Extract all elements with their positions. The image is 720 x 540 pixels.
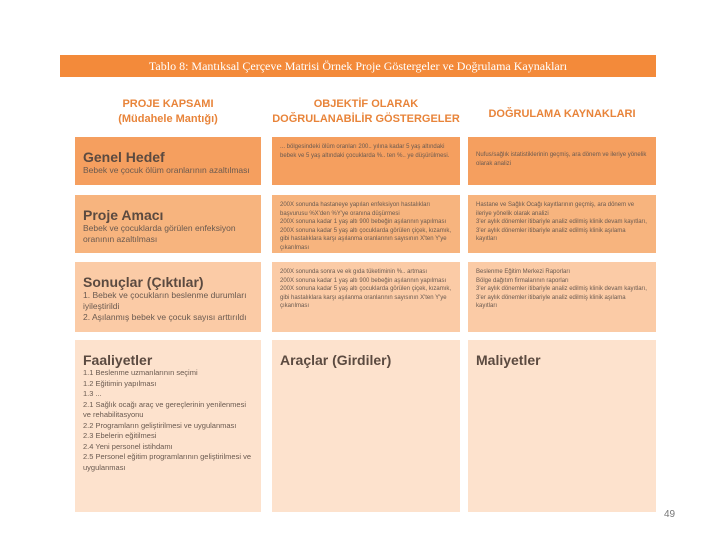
indicator-cell	[272, 195, 460, 253]
row-description: 2. Aşılanmış bebek ve çocuk sayısı arttırıldı	[83, 312, 247, 322]
indicator-cell	[272, 262, 460, 332]
source-text: 3'er aylık dönemler itibariyle analiz edilmiş klinik devam kayıtları,	[476, 286, 647, 292]
scope-cell	[75, 340, 261, 512]
source-text: Beslenme Eğitim Merkezi Raporları	[476, 269, 571, 275]
source-text: Bölge dağıtım firmalarının raporları	[476, 277, 569, 284]
row-title: Proje Amacı	[83, 207, 164, 223]
indicator-title: Araçlar (Girdiler)	[280, 352, 392, 368]
row-title: Sonuçlar (Çıktılar)	[83, 274, 204, 290]
source-cell	[468, 195, 656, 253]
header-line: DOĞRULANABİLİR GÖSTERGELER	[272, 113, 460, 125]
page-number: 49	[664, 509, 676, 520]
row-description: 2.1 Sağlık ocağı araç ve gereçlerinin yenilenmesi ve rehabilitasyonu	[83, 399, 247, 419]
indicator-text: 200X sonunda sonra ve ek gıda tüketiminin %.. artması	[280, 269, 428, 275]
indicator-text: 200X sonuna kadar 1 yaş altı 900 bebeğin aşılarının yapılması	[280, 219, 447, 225]
header-indicators	[272, 97, 460, 127]
indicator-text: 200X sonunda hastaneye yapılan enfeksiyon hastalıkları başvurusu %X'den %Y'ye oranına düşürmesi	[280, 202, 431, 217]
indicator-cell	[272, 340, 460, 512]
row-description: 1.3 ...	[83, 389, 102, 398]
row-title: Genel Hedef	[83, 149, 165, 165]
row-description: 1.2 Eğitimin yapılması	[83, 378, 157, 388]
row-title: Faaliyetler	[83, 352, 153, 368]
source-cell	[468, 262, 656, 332]
row-description: 1.1 Beslenme uzmanlarının seçimi	[83, 368, 198, 377]
row-description: Bebek ve çocuk ölüm oranlarının azaltılması	[83, 165, 250, 175]
source-cell	[468, 340, 656, 512]
row-description: 1. Bebek ve çocukların beslenme durumları iyileştirildi	[83, 290, 247, 311]
table-title: Tablo 8: Mantıksal Çerçeve Matrisi Örnek Proje Göstergeler ve Doğrulama Kaynakları	[60, 55, 656, 77]
header-sources: DOĞRULAMA KAYNAKLARI	[488, 108, 636, 120]
header-line: PROJE KAPSAMI	[122, 98, 214, 110]
header-line: (Müdahele Mantığı)	[118, 113, 218, 125]
indicator-text: 200X sonuna kadar 5 yaş altı çocuklarda görülen çiçek, kızamık, gibi hastalıklara karşı aşılanma oranlarının sayısının X'ten Y'ye çıkarılması	[280, 227, 452, 251]
indicator-cell	[272, 137, 460, 185]
source-title: Maliyetler	[476, 352, 541, 368]
header-line: OBJEKTİF OLARAK	[313, 98, 419, 110]
source-text: Hastane ve Sağlık Ocağı kayıtlarının geçmiş, ara dönem ve ileriye yönelik olarak analizi	[476, 202, 635, 217]
source-cell	[468, 137, 656, 185]
indicator-text: 200X sonuna kadar 1 yaş altı 900 bebeğin aşılarının yapılması	[280, 277, 447, 284]
source-text: 3'er aylık dönemler itibariyle analiz edilmiş klinik aşılama kayıtları	[476, 294, 626, 309]
row-description: Bebek ve çocuklarda görülen enfeksiyon oranının azaltılması	[83, 223, 236, 244]
row-description: 2.3 Ebelerin eğitilmesi	[83, 431, 157, 440]
row-description: 2.5 Personel eğitim programlarının geliştirilmesi ve uygulanması	[83, 452, 251, 472]
indicator-text: 200X sonuna kadar 5 yaş altı çocuklarda görülen çiçek, kızamık, gibi hastalıklara karşı aşılanma oranlarının sayısının X'ten Y'ye çıkarılması	[280, 286, 452, 309]
source-text: 3'er aylık dönemler itibariyle analiz edilmiş klinik devam kayıtları, 3'er aylık dönemler itibariyle analiz edilmiş klinik aşılama kayıtları	[476, 219, 647, 242]
scope-cell	[75, 137, 261, 185]
row-description: 2.2 Programların geliştirilmesi ve uygulanması	[83, 420, 237, 430]
indicator-text: ... bölgesindeki ölüm oranları 200.. yılına kadar 5 yaş altındaki bebek ve 5 yaş altındaki çocuklarda %.. ten %.. ye düşürülmesi.	[280, 144, 450, 159]
row-description: 2.4 Yeni personel istihdamı	[83, 441, 173, 451]
scope-cell	[75, 195, 261, 253]
source-text: Nufus/sağlık istatistiklerinin geçmiş, ara dönem ve ileriye yönelik olarak analizi	[476, 152, 647, 167]
header-project-scope	[75, 97, 261, 127]
scope-cell	[75, 262, 261, 332]
